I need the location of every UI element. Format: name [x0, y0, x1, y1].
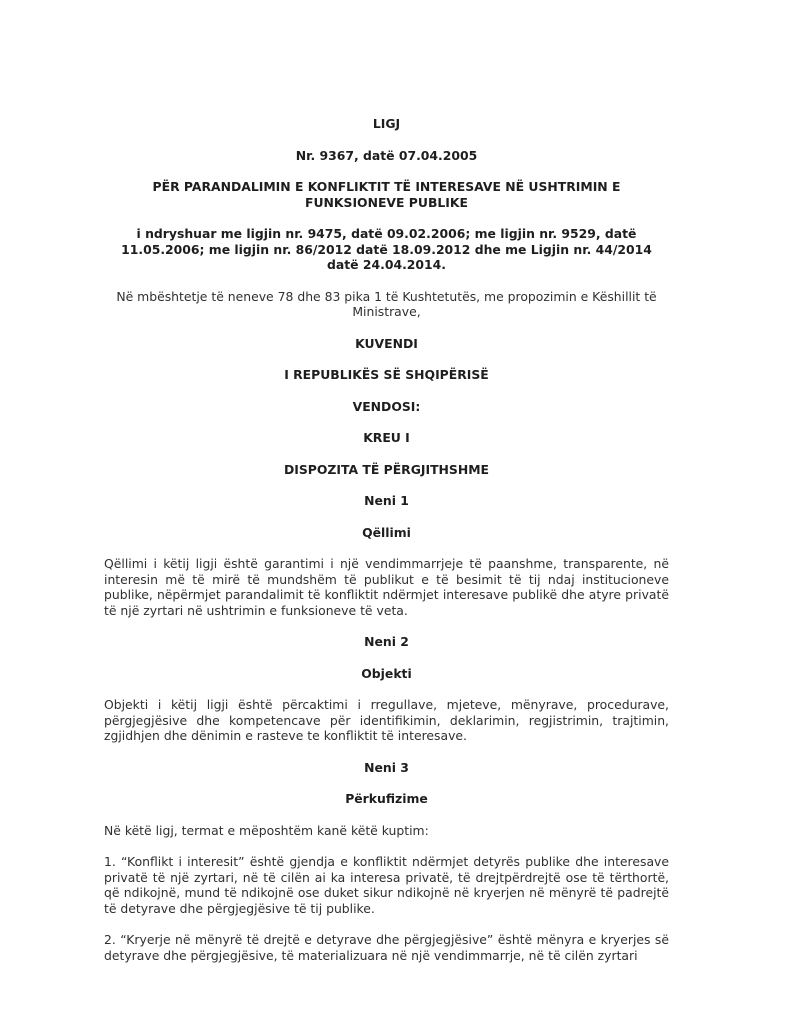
doc-number-date: Nr. 9367, datë 07.04.2005: [295, 147, 478, 163]
doc-preamble: Në mbështetje të neneve 78 dhe 83 pika 1 të Kushtetutës, me propozimin e Këshillit të Ministrave,: [116, 288, 657, 319]
article-subheading: Qëllimi: [362, 524, 411, 540]
article-heading: Neni 1: [364, 493, 409, 508]
definition-item-2: 2. “Kryerje në mënyrë të drejtë e detyrave dhe përgjegjësive” është mënyra e kryerjes së detyrave dhe përgjegjësive, të materializuara në një vendimmarrje, në të cilën zyrtari: [104, 932, 669, 963]
definition-item-1: 1. “Konflikt i interesit” është gjendja e konfliktit ndërmjet detyrës publike dhe interesave privatë të një zyrtari, në të cilën ai ka interesa privatë, të drejtpërdrejtë ose të tërthortë, që ndikojnë, mund të ndikojnë ose duket sikur ndikojnë në kryerjen në mënyrë të padrejtë të detyrave dhe përgjegjësive të tij publike.: [104, 854, 669, 916]
chapter-heading: KREU I: [363, 430, 410, 445]
doc-title: PËR PARANDALIMIN E KONFLIKTIT TË INTERESAVE NË USHTRIMIN E FUNKSIONEVE PUBLIKE: [152, 179, 621, 210]
definitions-intro: Në këtë ligj, termat e mëposhtëm kanë këtë kuptim:: [104, 822, 429, 838]
enactment-word: VENDOSI:: [352, 398, 421, 414]
article-subheading: Objekti: [361, 665, 412, 681]
article-neni-1: [104, 493, 669, 618]
article-heading: Neni 2: [364, 634, 409, 649]
article-neni-3: [104, 760, 669, 964]
assembly-name: KUVENDI: [355, 335, 418, 351]
chapter-title: DISPOZITA TË PËRGJITHSHME: [283, 461, 490, 477]
article-paragraph: Objekti i këtij ligji është përcaktimi i rregullave, mjeteve, mënyrave, procedurave, përgjegjësive dhe kompetencave për identifikimin, deklarimin, regjistrimin, trajtimin, zgjidhjen dhe dënimin e rasteve te konfliktit të interesave.: [104, 697, 669, 743]
assembly-republic-line: I REPUBLIKËS SË SHQIPËRISË: [284, 367, 489, 382]
article-heading: Neni 3: [364, 759, 409, 775]
article-paragraph: Qëllimi i këtij ligji është garantimi i një vendimmarrjeje të paanshme, transparente, në interesin më të mirë të mundshëm të publikut e të besimit të tij ndaj institucioneve publike, nëpërmjet parandalimit të konfliktit ndërmjet interesave publikë dhe atyre privatë të një zyrtari në ushtrimin e funksioneve të veta.: [104, 556, 669, 618]
article-neni-2: [104, 634, 669, 744]
doc-amendments: i ndryshuar me ligjin nr. 9475, datë 09.02.2006; me ligjin nr. 9529, datë 11.05.2006; me ligjin nr. 86/2012 datë 18.09.2012 dhe me Ligjin nr. 44/2014 datë 24.04.2014.: [121, 226, 652, 272]
doc-type-heading: LIGJ: [372, 116, 401, 131]
article-subheading: Përkufizime: [345, 791, 428, 806]
